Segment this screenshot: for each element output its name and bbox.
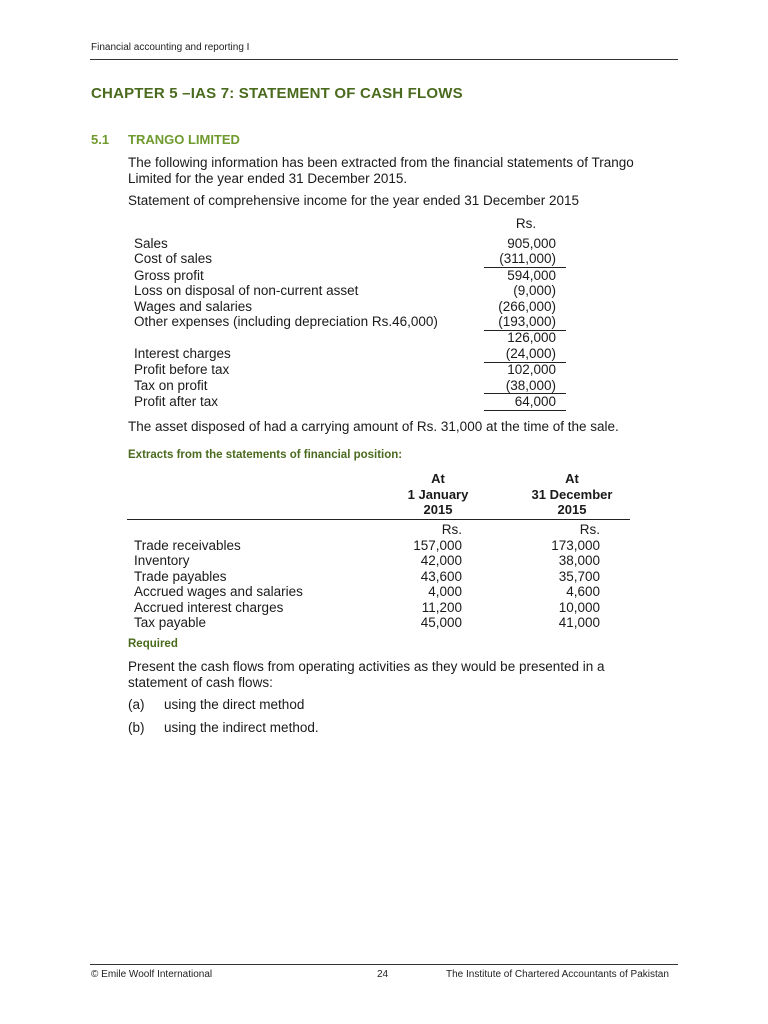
col-2-unit: Rs.: [579, 522, 600, 537]
sfp-row-value-1: 157,000: [413, 538, 462, 553]
income-row-value: 64,000: [514, 394, 556, 409]
col-head-1-line-1: At: [431, 471, 445, 486]
header-divider: [90, 59, 678, 60]
footer-institute: The Institute of Chartered Accountants of Pakistan: [446, 969, 669, 980]
list-item-text: using the indirect method.: [164, 720, 319, 735]
income-row-label: Tax on profit: [134, 378, 208, 393]
sfp-row-label: Trade payables: [134, 569, 227, 584]
list-item-tag: (a): [128, 697, 145, 712]
col-head-1-line-2: 1 January: [407, 487, 469, 502]
income-row-value: (311,000): [499, 251, 556, 266]
sfp-row-label: Trade receivables: [134, 538, 241, 553]
intro-line-1: The following information has been extracted from the financial statements of Trango: [128, 155, 634, 170]
income-row-value: 905,000: [507, 236, 556, 251]
disposal-note: The asset disposed of had a carrying amount of Rs. 31,000 at the time of the sale.: [128, 419, 619, 434]
required-line-2: statement of cash flows:: [128, 675, 273, 690]
sfp-row-label: Accrued wages and salaries: [134, 584, 303, 599]
income-row-value: (38,000): [505, 378, 556, 393]
footer-publisher: © Emile Woolf International: [91, 969, 213, 980]
income-row-label: Profit before tax: [134, 362, 230, 377]
sfp-row-value-2: 38,000: [558, 553, 600, 568]
income-row-value: 594,000: [507, 268, 556, 283]
list-item-text: using the direct method: [164, 697, 305, 712]
sfp-row-label: Accrued interest charges: [134, 600, 284, 615]
page-number: 24: [377, 969, 389, 980]
income-row-value: (266,000): [498, 299, 556, 314]
income-row-label: Cost of sales: [134, 251, 213, 266]
income-row-value: (193,000): [498, 314, 556, 329]
col-head-2-line-2: 31 December: [531, 487, 613, 502]
section-number: 5.1: [91, 132, 110, 147]
income-row-label: Other expenses (including depreciation Rs.46,000): [134, 314, 438, 329]
col-head-1-line-3: 2015: [423, 502, 453, 517]
sfp-row-value-1: 11,200: [421, 600, 462, 615]
intro-line-2: Limited for the year ended 31 December 2015.: [128, 171, 408, 186]
sfp-header-rule: [127, 519, 630, 520]
sfp-row-value-2: 173,000: [551, 538, 600, 553]
income-row-value: 102,000: [507, 362, 556, 377]
income-row-label: Loss on disposal of non-current asset: [134, 283, 359, 298]
sfp-heading: Extracts from the statements of financial position:: [128, 449, 403, 461]
total-rule: [484, 410, 566, 411]
currency-label: Rs.: [515, 216, 537, 231]
income-row-value: (24,000): [505, 346, 556, 361]
sfp-row-value-1: 42,000: [420, 553, 462, 568]
col-head-2-line-1: At: [565, 471, 579, 486]
section-title: TRANGO LIMITED: [128, 132, 240, 147]
sfp-row-value-2: 41,000: [558, 615, 600, 630]
col-head-2-line-3: 2015: [557, 502, 587, 517]
income-row-label: Interest charges: [134, 346, 231, 361]
sfp-row-value-2: 4,600: [566, 584, 600, 599]
income-row-label: Gross profit: [134, 268, 204, 283]
income-row-label: Profit after tax: [134, 394, 219, 409]
sfp-row-label: Tax payable: [134, 615, 207, 630]
sfp-row-value-1: 43,600: [420, 569, 462, 584]
list-item-tag: (b): [128, 720, 145, 735]
sfp-row-value-1: 45,000: [420, 615, 462, 630]
chapter-title: CHAPTER 5 –IAS 7: STATEMENT OF CASH FLOWS: [91, 85, 463, 102]
col-1-unit: Rs.: [441, 522, 462, 537]
required-heading: Required: [128, 638, 178, 650]
footer-divider: [90, 964, 678, 965]
income-row-value: 126,000: [507, 330, 556, 345]
sfp-row-value-2: 10,000: [558, 600, 600, 615]
sfp-row-value-1: 4,000: [428, 584, 462, 599]
running-header: Financial accounting and reporting I: [91, 42, 250, 53]
income-row-value: (9,000): [513, 283, 556, 298]
sfp-row-value-2: 35,700: [558, 569, 600, 584]
soci-heading: Statement of comprehensive income for the year ended 31 December 2015: [128, 193, 580, 208]
sfp-row-label: Inventory: [134, 553, 190, 568]
required-line-1: Present the cash flows from operating activities as they would be presented in a: [128, 659, 605, 674]
income-row-label: Sales: [134, 236, 168, 251]
income-row-label: Wages and salaries: [134, 299, 253, 314]
